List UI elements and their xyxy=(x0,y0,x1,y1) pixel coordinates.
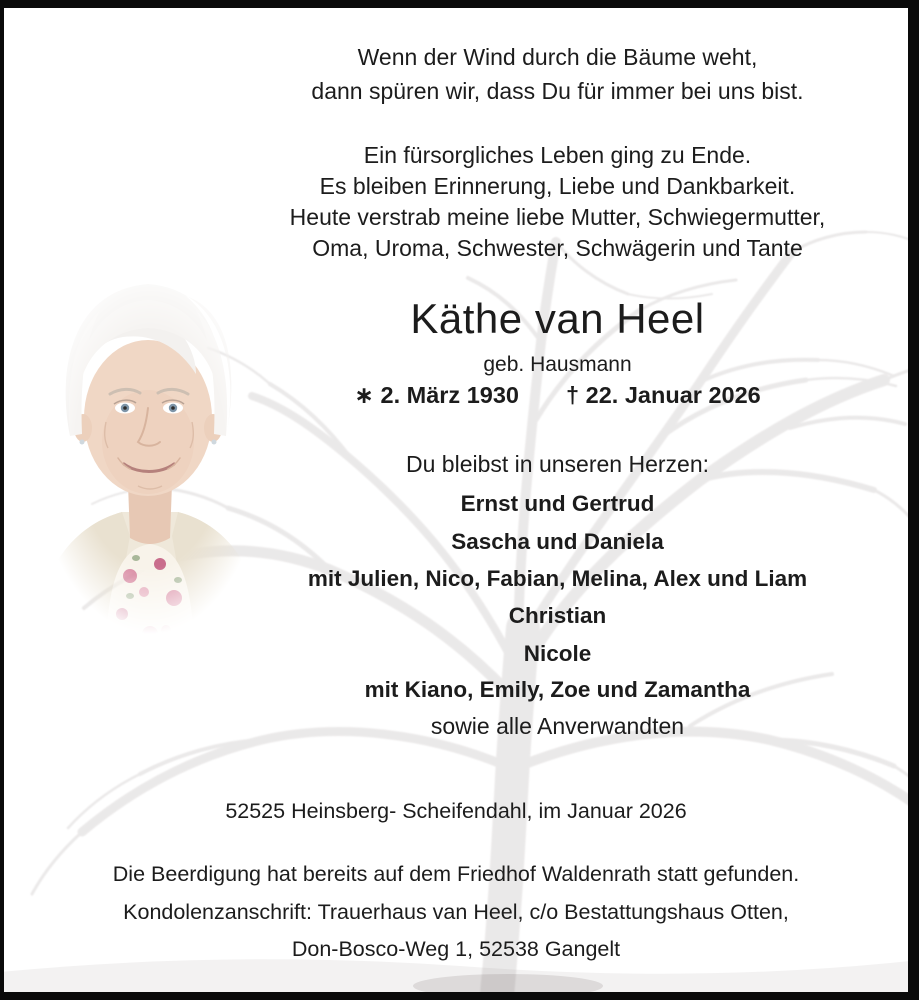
place-date-line: 52525 Heinsberg- Scheifendahl, im Januar 2026 xyxy=(225,799,687,823)
mourners-heading: Du bleibst in unseren Herzen: xyxy=(406,451,709,477)
frame-border-right xyxy=(908,0,919,1000)
death-date: 22. Januar 2026 xyxy=(585,382,761,408)
intro-line: Es bleiben Erinnerung, Liebe und Dankbarkeit. xyxy=(319,173,796,199)
intro-line: Heute verstrab meine liebe Mutter, Schwiegermutter, xyxy=(289,204,826,230)
funeral-info: Die Beerdigung hat bereits auf dem Friedhof Waldenrath statt gefunden. xyxy=(112,862,800,886)
mourner-line: Nicole xyxy=(523,641,592,666)
life-dates xyxy=(205,381,910,409)
intro-text xyxy=(205,140,910,264)
maiden-name: geb. Hausmann xyxy=(483,353,632,376)
mourner-line: Ernst und Gertrud xyxy=(460,491,655,516)
condolence-address-line: Kondolenzanschrift: Trauerhaus van Heel, c/o Bestattungshaus Otten, xyxy=(123,900,789,924)
verse-line: Wenn der Wind durch die Bäume weht, xyxy=(357,44,758,70)
birth-date: 2. März 1930 xyxy=(380,382,519,408)
birth-star-icon: ∗ xyxy=(354,382,374,408)
mourner-line: Sascha und Daniela xyxy=(451,529,664,554)
earring-left xyxy=(80,440,85,445)
verse-line: dann spüren wir, dass Du für immer bei uns bist. xyxy=(311,78,804,104)
frame-border-bottom xyxy=(0,992,919,1000)
mourner-line: mit Kiano, Emily, Zoe und Zamantha xyxy=(364,677,751,702)
portrait-illustration xyxy=(32,284,268,648)
opening-verse xyxy=(205,40,910,108)
portrait-photo xyxy=(26,246,274,648)
frame-border-top xyxy=(0,0,919,8)
deceased-name: Käthe van Heel xyxy=(410,295,705,342)
intro-line: Ein fürsorgliches Leben ging zu Ende. xyxy=(363,142,752,168)
earring-right xyxy=(212,440,217,445)
condolence-address-line: Don-Bosco-Weg 1, 52538 Gangelt xyxy=(291,937,621,961)
frame-border-left xyxy=(0,0,4,1000)
mourner-line: Christian xyxy=(508,603,607,628)
mourner-line-relatives: sowie alle Anverwandten xyxy=(430,713,685,739)
mourner-line: mit Julien, Nico, Fabian, Melina, Alex und Liam xyxy=(307,566,808,591)
intro-line: Oma, Uroma, Schwester, Schwägerin und Tante xyxy=(312,235,803,261)
death-cross-icon: † xyxy=(566,382,580,408)
